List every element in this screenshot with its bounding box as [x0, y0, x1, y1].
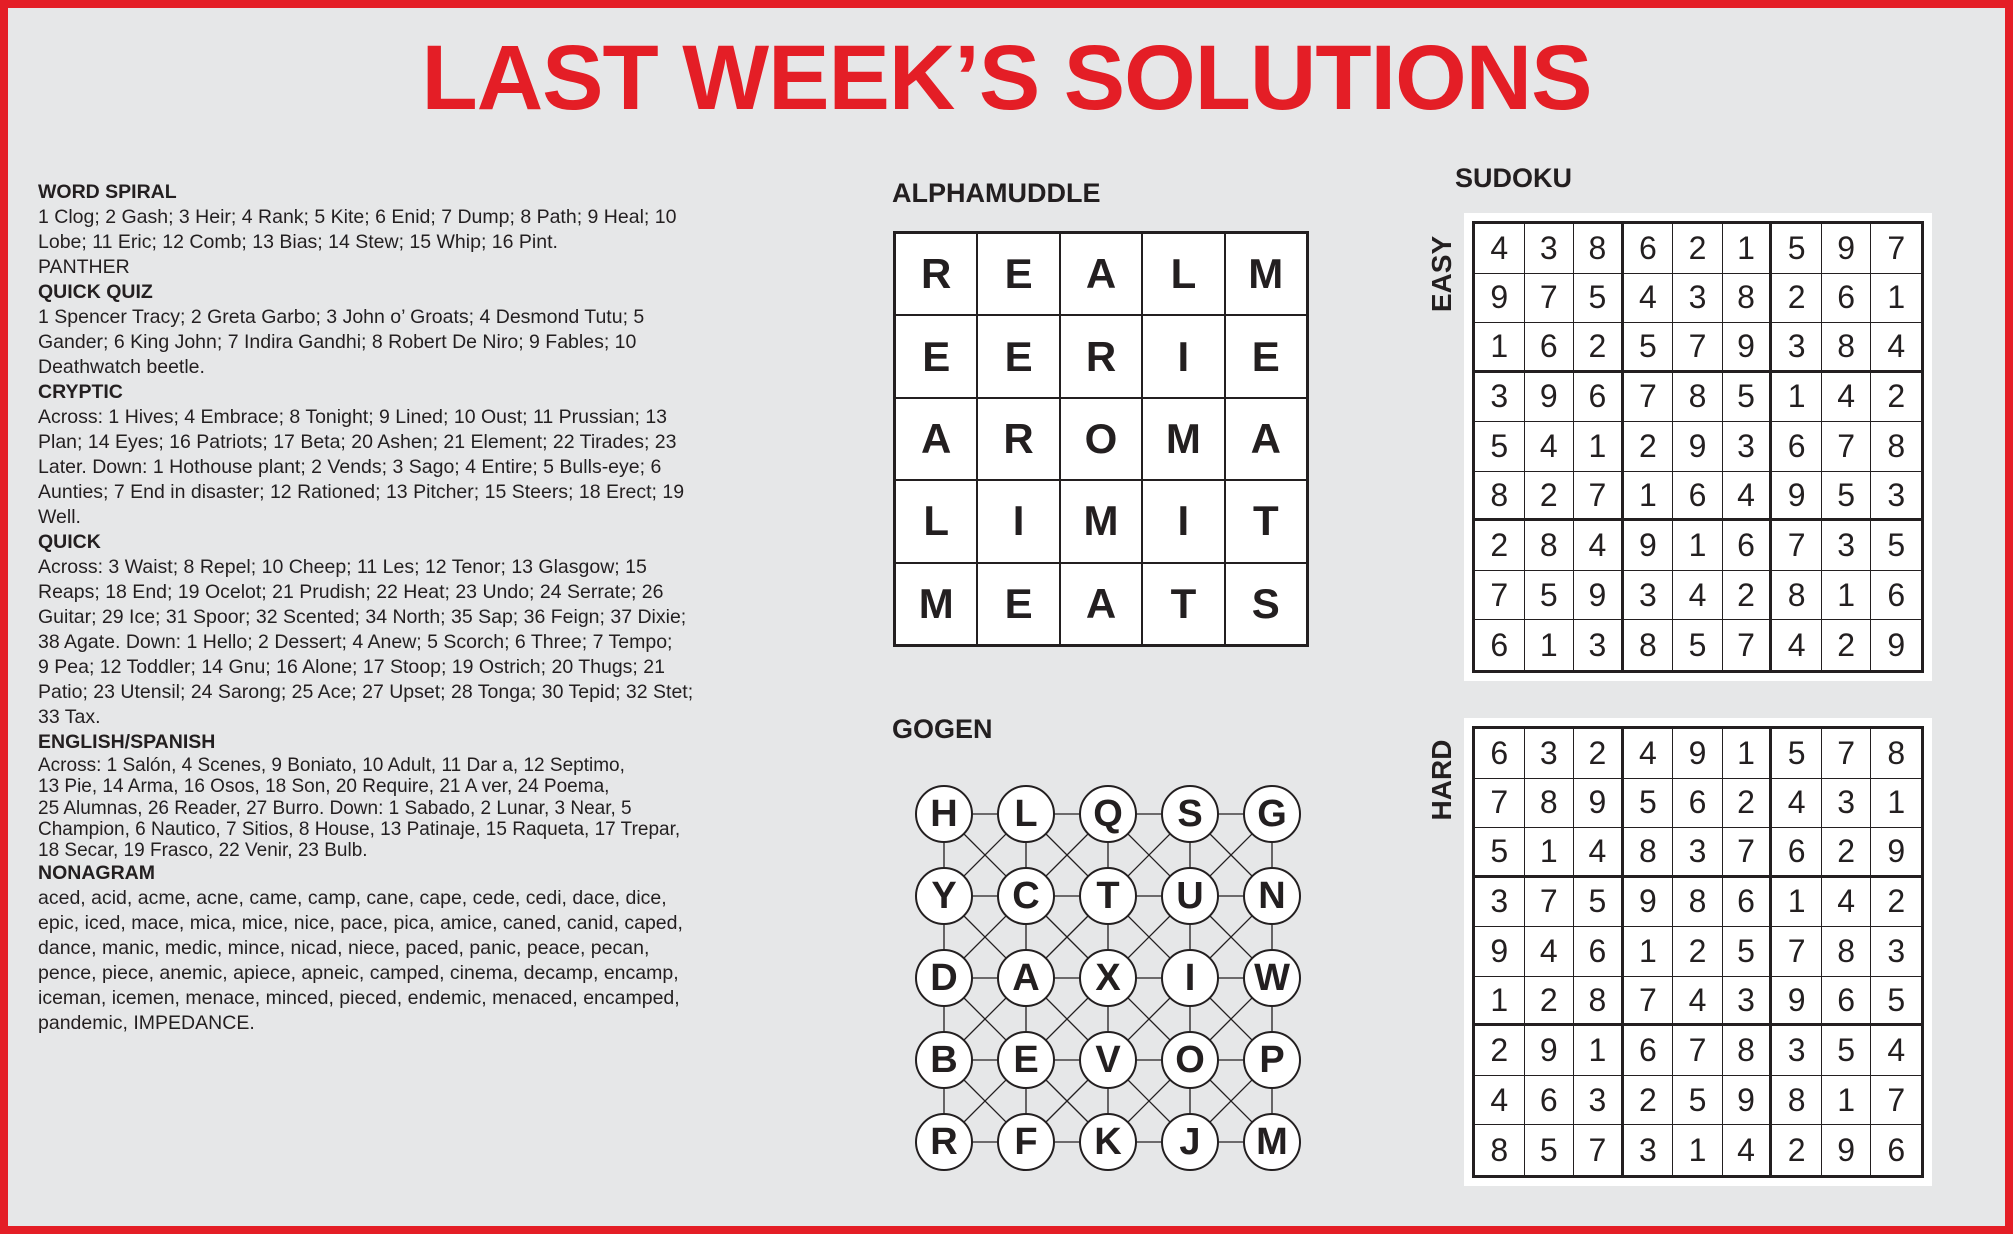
gogen-cell: X: [1079, 949, 1137, 1007]
sudoku-hard-cell: 3: [1475, 878, 1525, 928]
alphamuddle-cell: T: [1225, 480, 1307, 562]
sudoku-easy-cell: 6: [1723, 521, 1773, 571]
sudoku-easy-cell: 6: [1525, 323, 1575, 373]
sudoku-hard-cell: 6: [1772, 828, 1822, 878]
sudoku-easy-cell: 3: [1624, 571, 1674, 621]
section-title: NONAGRAM: [38, 862, 155, 885]
section-title: CRYPTIC: [38, 381, 123, 403]
sudoku-easy-cell: 4: [1475, 224, 1525, 274]
gogen-cell: H: [915, 785, 973, 843]
sudoku-easy-cell: 2: [1475, 521, 1525, 571]
sudoku-hard-cell: 3: [1525, 729, 1575, 779]
sudoku-easy-cell: 6: [1871, 571, 1921, 621]
sudoku-easy-cell: 3: [1871, 472, 1921, 522]
sudoku-easy-cell: 7: [1772, 521, 1822, 571]
sudoku-easy-cell: 3: [1772, 323, 1822, 373]
sudoku-easy-cell: 5: [1525, 571, 1575, 621]
alphamuddle-cell: M: [1225, 233, 1307, 315]
section-english-spanish: [38, 730, 808, 861]
section-text: 1 Clog; 2 Gash; 3 Heir; 4 Rank; 5 Kite; 6 Enid; 7 Dump; 8 Path; 9 Heal; 10 Lobe; 11 Eric; 12 Comb; 13 Bias; 14 Stew; 15 Whip; 16 Pint. PANTHER: [38, 206, 677, 278]
alphamuddle-cell: A: [1060, 233, 1142, 315]
sudoku-hard-cell: 5: [1871, 977, 1921, 1027]
sudoku-hard-cell: 9: [1624, 878, 1674, 928]
sudoku-hard-cell: 2: [1673, 927, 1723, 977]
sudoku-easy-cell: 7: [1822, 422, 1872, 472]
sudoku-hard-cell: 3: [1772, 1026, 1822, 1076]
sudoku-easy-cell: 2: [1772, 274, 1822, 324]
sudoku-hard-cell: 2: [1475, 1026, 1525, 1076]
sudoku-hard-cell: 3: [1673, 828, 1723, 878]
sudoku-hard-cell: 1: [1723, 729, 1773, 779]
sudoku-hard-cell: 3: [1822, 779, 1872, 829]
sudoku-easy-cell: 8: [1723, 274, 1773, 324]
sudoku-easy-cell: 3: [1673, 274, 1723, 324]
sudoku-easy-cell: 1: [1723, 224, 1773, 274]
sudoku-hard-cell: 8: [1822, 927, 1872, 977]
sudoku-easy-cell: 4: [1673, 571, 1723, 621]
gogen-cell: C: [997, 867, 1055, 925]
sudoku-hard-cell: 4: [1871, 1026, 1921, 1076]
sudoku-hard-cell: 2: [1574, 729, 1624, 779]
section-quick-quiz: [38, 280, 808, 380]
sudoku-easy-cell: 8: [1871, 422, 1921, 472]
sudoku-hard-cell: 7: [1723, 828, 1773, 878]
sudoku-easy-cell: 2: [1723, 571, 1773, 621]
sudoku-hard-panel: [1464, 718, 1932, 1186]
sudoku-easy-cell: 4: [1624, 274, 1674, 324]
gogen-grid: [888, 758, 1308, 1178]
sudoku-hard-cell: 2: [1525, 977, 1575, 1027]
sudoku-hard-cell: 8: [1574, 977, 1624, 1027]
alphamuddle-cell: E: [977, 563, 1059, 645]
gogen-cell: D: [915, 949, 973, 1007]
gogen-cell: U: [1161, 867, 1219, 925]
gogen-cell: Y: [915, 867, 973, 925]
sudoku-hard-cell: 1: [1574, 1026, 1624, 1076]
sudoku-easy-cell: 4: [1574, 521, 1624, 571]
sudoku-easy-cell: 4: [1723, 472, 1773, 522]
gogen-cell: I: [1161, 949, 1219, 1007]
sudoku-easy-cell: 9: [1673, 422, 1723, 472]
sudoku-easy-cell: 1: [1871, 274, 1921, 324]
sudoku-easy-cell: 4: [1822, 373, 1872, 423]
sudoku-hard-cell: 1: [1624, 927, 1674, 977]
alphamuddle-cell: E: [977, 315, 1059, 397]
gogen-cell: L: [997, 785, 1055, 843]
solutions-text-column: [38, 180, 808, 1036]
alphamuddle-cell: M: [1142, 398, 1224, 480]
alphamuddle-cell: A: [1060, 563, 1142, 645]
sudoku-easy-cell: 5: [1723, 373, 1773, 423]
sudoku-easy-grid: [1472, 221, 1924, 673]
sudoku-easy-cell: 7: [1723, 620, 1773, 670]
sudoku-hard-cell: 5: [1822, 1026, 1872, 1076]
section-text: Across: 3 Waist; 8 Repel; 10 Cheep; 11 Les; 12 Tenor; 13 Glasgow; 15 Reaps; 18 End; 19 Ocelot; 21 Prudish; 22 Heat; 23 Undo; 24 Serrate; 26 Guitar; 29 Ice; 31 Spoor; 32 Scented; 34 North; 35 Sap; 36 Feign; 37 Dixie; 38 Agate. Down: 1 Hello; 2 Dessert; 4 Anew; 5 Scorch; 6 Three; 7 Tempo; 9 Pea; 12 Toddler; 14 Gnu; 16 Alone; 17 Stoop; 19 Ostrich; 20 Thugs; 21 Patio; 23 Utensil; 24 Sarong; 25 Ace; 27 Upset; 28 Tonga; 30 Tepid; 32 Stet; 33 Tax.: [38, 556, 694, 728]
sudoku-easy-panel: [1464, 213, 1932, 681]
sudoku-easy-cell: 5: [1624, 323, 1674, 373]
sudoku-easy-cell: 5: [1772, 224, 1822, 274]
sudoku-easy-cell: 9: [1723, 323, 1773, 373]
sudoku-easy-cell: 7: [1871, 224, 1921, 274]
sudoku-easy-cell: 9: [1475, 274, 1525, 324]
gogen-cell: Q: [1079, 785, 1137, 843]
sudoku-hard-cell: 3: [1624, 1125, 1674, 1175]
sudoku-hard-cell: 8: [1723, 1026, 1773, 1076]
alphamuddle-cell: O: [1060, 398, 1142, 480]
sudoku-hard-cell: 6: [1475, 729, 1525, 779]
sudoku-hard-cell: 7: [1624, 977, 1674, 1027]
sudoku-easy-cell: 1: [1772, 373, 1822, 423]
sudoku-hard-cell: 5: [1624, 779, 1674, 829]
sudoku-easy-cell: 2: [1871, 373, 1921, 423]
sudoku-easy-cell: 6: [1475, 620, 1525, 670]
section-text: 1 Spencer Tracy; 2 Greta Garbo; 3 John o’ Groats; 4 Desmond Tutu; 5 Gander; 6 King John; 7 Indira Gandhi; 8 Robert De Niro; 9 Fables; 10 Deathwatch beetle.: [38, 306, 645, 378]
sudoku-easy-cell: 1: [1822, 571, 1872, 621]
sudoku-easy-cell: 1: [1574, 422, 1624, 472]
section-text: Across: 1 Salón, 4 Scenes, 9 Boniato, 10 Adult, 11 Dar a, 12 Septimo, 13 Pie, 14 Arma, 16 Osos, 18 Son, 20 Require, 21 A ver, 24 Poema, 25 Alumnas, 26 Reader, 27 Burro. Down: 1 Sabado, 2 Lunar, 3 Near, 5 Champion, 6 Nautico, 7 Sitios, 8 House, 13 Patinaje, 15 Raqueta, 17 Trepar, 18 Secar, 19 Frasco, 22 Venir, 23 Bulb.: [38, 755, 681, 862]
sudoku-hard-cell: 7: [1673, 1026, 1723, 1076]
sudoku-easy-cell: 9: [1772, 472, 1822, 522]
sudoku-easy-cell: 9: [1574, 571, 1624, 621]
section-title: WORD SPIRAL: [38, 181, 177, 203]
sudoku-easy-cell: 8: [1822, 323, 1872, 373]
sudoku-hard-cell: 8: [1871, 729, 1921, 779]
sudoku-hard-cell: 1: [1822, 1076, 1872, 1126]
sudoku-hard-cell: 1: [1673, 1125, 1723, 1175]
gogen-cell: P: [1243, 1031, 1301, 1089]
gogen-cell: M: [1243, 1113, 1301, 1171]
sudoku-easy-cell: 5: [1822, 472, 1872, 522]
sudoku-hard-cell: 9: [1475, 927, 1525, 977]
sudoku-hard-cell: 1: [1871, 779, 1921, 829]
sudoku-easy-cell: 6: [1772, 422, 1822, 472]
sudoku-easy-cell: 6: [1822, 274, 1872, 324]
sudoku-easy-cell: 7: [1475, 571, 1525, 621]
alphamuddle-cell: I: [1142, 480, 1224, 562]
sudoku-easy-cell: 7: [1624, 373, 1674, 423]
alphamuddle-cell: T: [1142, 563, 1224, 645]
sudoku-hard-cell: 3: [1723, 977, 1773, 1027]
sudoku-hard-cell: 6: [1673, 779, 1723, 829]
sudoku-hard-cell: 9: [1772, 977, 1822, 1027]
sudoku-easy-cell: 1: [1624, 472, 1674, 522]
sudoku-hard-cell: 9: [1723, 1076, 1773, 1126]
sudoku-hard-grid: [1472, 726, 1924, 1178]
sudoku-hard-cell: 2: [1624, 1076, 1674, 1126]
sudoku-hard-cell: 6: [1887, 1131, 1906, 1168]
sudoku-easy-cell: 8: [1624, 620, 1674, 670]
sudoku-hard-cell: 4: [1723, 1125, 1773, 1175]
sudoku-hard-cell: 4: [1525, 927, 1575, 977]
alphamuddle-cell: E: [1225, 315, 1307, 397]
section-quick: [38, 530, 808, 730]
sudoku-hard-cell: 5: [1525, 1125, 1575, 1175]
alphamuddle-heading: ALPHAMUDDLE: [892, 178, 1101, 208]
sudoku-easy-cell: 6: [1574, 373, 1624, 423]
section-cryptic: [38, 380, 808, 530]
sudoku-hard-cell: 7: [1822, 729, 1872, 779]
sudoku-hard-cell: 1: [1525, 828, 1575, 878]
sudoku-easy-cell: 1: [1525, 620, 1575, 670]
sudoku-easy-cell: 2: [1525, 472, 1575, 522]
sudoku-easy-cell: 8: [1525, 521, 1575, 571]
sudoku-hard-cell: 2: [1772, 1125, 1822, 1175]
alphamuddle-cell: S: [1225, 563, 1307, 645]
sudoku-easy-cell: 7: [1673, 323, 1723, 373]
sudoku-easy-cell: 5: [1871, 521, 1921, 571]
gogen-cell: O: [1161, 1031, 1219, 1089]
sudoku-hard-cell: 7: [1871, 1076, 1921, 1126]
sudoku-easy-cell: 3: [1574, 620, 1624, 670]
alphamuddle-grid: [893, 231, 1309, 647]
alphamuddle-cell: R: [977, 398, 1059, 480]
sudoku-easy-cell: 5: [1475, 422, 1525, 472]
gogen-cell: E: [997, 1031, 1055, 1089]
section-nonagram: [38, 861, 808, 1036]
sudoku-hard-cell: 8: [1525, 779, 1575, 829]
sudoku-easy-cell: 8: [1673, 373, 1723, 423]
sudoku-hard-cell: 2: [1822, 828, 1872, 878]
sudoku-hard-cell: 8: [1624, 828, 1674, 878]
section-text: Across: 1 Hives; 4 Embrace; 8 Tonight; 9 Lined; 10 Oust; 11 Prussian; 13 Plan; 14 Eyes; 16 Patriots; 17 Beta; 20 Ashen; 21 Element; 22 Tirades; 23 Later. Down: 1 Hothouse plant; 2 Vends; 3 Sago; 4 Entire; 5 Bulls-eye; 6 Aunties; 7 End in disaster; 12 Rationed; 13 Pitcher; 15 Steers; 18 Erect; 19 Well.: [38, 406, 685, 528]
sudoku-hard-cell: 4: [1574, 828, 1624, 878]
sudoku-easy-cell: 9: [1822, 224, 1872, 274]
gogen-cell: N: [1243, 867, 1301, 925]
gogen-cell: F: [997, 1113, 1055, 1171]
section-title: QUICK: [38, 531, 101, 553]
sudoku-hard-cell: 9: [1525, 1026, 1575, 1076]
sudoku-hard-cell: 7: [1772, 927, 1822, 977]
sudoku-hard-cell: 6: [1574, 927, 1624, 977]
gogen-cell: V: [1079, 1031, 1137, 1089]
sudoku-easy-cell: 2: [1574, 323, 1624, 373]
alphamuddle-cell: E: [895, 315, 977, 397]
sudoku-easy-cell: 5: [1574, 274, 1624, 324]
sudoku-hard-cell: 8: [1673, 878, 1723, 928]
sudoku-easy-cell: 8: [1772, 571, 1822, 621]
section-word-spiral: [38, 180, 808, 280]
alphamuddle-cell: L: [1142, 233, 1224, 315]
alphamuddle-cell: R: [1060, 315, 1142, 397]
gogen-cell: S: [1161, 785, 1219, 843]
gogen-cell: T: [1079, 867, 1137, 925]
sudoku-hard-cell: 6: [1525, 1076, 1575, 1126]
sudoku-hard-cell: 8: [1772, 1076, 1822, 1126]
sudoku-hard-cell: 3: [1871, 927, 1921, 977]
gogen-cell: J: [1161, 1113, 1219, 1171]
sudoku-hard-cell: 9: [1574, 779, 1624, 829]
sudoku-hard-cell: 4: [1772, 779, 1822, 829]
alphamuddle-cell: M: [1060, 480, 1142, 562]
sudoku-easy-cell: 2: [1624, 422, 1674, 472]
sudoku-hard-cell: 6: [1723, 878, 1773, 928]
sudoku-easy-cell: 9: [1624, 521, 1674, 571]
sudoku-hard-cell: 5: [1723, 927, 1773, 977]
sudoku-hard-cell: 6: [1822, 977, 1872, 1027]
sudoku-hard-cell: 4: [1624, 729, 1674, 779]
section-text: aced, acid, acme, acne, came, camp, cane, cape, cede, cedi, dace, dice, epic, iced, mace, mica, mice, nice, pace, pica, amice, caned, canid, caped, dance, manic, medic, mince, nicad, niece, paced, panic, peace, pecan, pence, piece, anemic, apiece, apneic, camped, cinema, decamp, encamp, iceman, icemen, menace, minced, pieced, endemic, menaced, encamped, pandemic, IMPEDANCE.: [38, 887, 683, 1035]
sudoku-hard-cell: 7: [1525, 878, 1575, 928]
sudoku-hard-cell: 2: [1723, 779, 1773, 829]
sudoku-easy-label: EASY: [1426, 235, 1457, 313]
sudoku-easy-cell: 4: [1525, 422, 1575, 472]
gogen-cell: G: [1243, 785, 1301, 843]
sudoku-easy-cell: 7: [1525, 274, 1575, 324]
sudoku-heading: SUDOKU: [1455, 163, 1573, 193]
sudoku-easy-cell: 8: [1574, 224, 1624, 274]
gogen-heading: GOGEN: [892, 714, 993, 744]
sudoku-hard-cell: 2: [1871, 878, 1921, 928]
sudoku-easy-cell: 9: [1525, 373, 1575, 423]
alphamuddle-cell: I: [977, 480, 1059, 562]
alphamuddle-cell: A: [1225, 398, 1307, 480]
sudoku-hard-cell: 3: [1574, 1076, 1624, 1126]
gogen-cell: R: [915, 1113, 973, 1171]
sudoku-hard-cell: 5: [1772, 729, 1822, 779]
alphamuddle-cell: E: [977, 233, 1059, 315]
sudoku-easy-cell: 4: [1772, 620, 1822, 670]
sudoku-hard-cell: 9: [1673, 729, 1723, 779]
sudoku-easy-cell: 3: [1525, 224, 1575, 274]
sudoku-easy-cell: 6: [1624, 224, 1674, 274]
sudoku-easy-cell: 1: [1475, 323, 1525, 373]
sudoku-easy-cell: 2: [1673, 224, 1723, 274]
sudoku-easy-cell: 1: [1673, 521, 1723, 571]
sudoku-hard-cell: 6: [1624, 1026, 1674, 1076]
sudoku-hard-cell: 7: [1475, 779, 1525, 829]
sudoku-easy-cell: 5: [1673, 620, 1723, 670]
sudoku-easy-cell: 6: [1673, 472, 1723, 522]
sudoku-hard-cell: 1: [1772, 878, 1822, 928]
sudoku-hard-cell: 5: [1574, 878, 1624, 928]
sudoku-hard-cell: 4: [1822, 878, 1872, 928]
gogen-cell: K: [1079, 1113, 1137, 1171]
alphamuddle-cell: R: [895, 233, 977, 315]
sudoku-hard-cell: 5: [1673, 1076, 1723, 1126]
sudoku-hard-label: HARD: [1426, 739, 1457, 821]
sudoku-easy-cell: 3: [1475, 373, 1525, 423]
sudoku-hard-cell: 9: [1822, 1125, 1872, 1175]
sudoku-hard-cell: 7: [1574, 1125, 1624, 1175]
alphamuddle-cell: I: [1142, 315, 1224, 397]
sudoku-hard-cell: 4: [1673, 977, 1723, 1027]
sudoku-easy-cell: 4: [1871, 323, 1921, 373]
alphamuddle-cell: M: [895, 563, 977, 645]
gogen-cell: A: [997, 949, 1055, 1007]
sudoku-hard-cell: 4: [1475, 1076, 1525, 1126]
page-title: LAST WEEK’S SOLUTIONS: [421, 27, 1592, 129]
sudoku-hard-cell: 1: [1475, 977, 1525, 1027]
section-title: QUICK QUIZ: [38, 281, 153, 303]
gogen-cell: B: [915, 1031, 973, 1089]
sudoku-easy-cell: 2: [1822, 620, 1872, 670]
sudoku-hard-cell: 8: [1475, 1125, 1525, 1175]
sudoku-hard-cell: 5: [1475, 828, 1525, 878]
sudoku-easy-cell: 3: [1822, 521, 1872, 571]
sudoku-easy-cell: 8: [1475, 472, 1525, 522]
sudoku-easy-cell: 9: [1887, 626, 1906, 663]
section-title: ENGLISH/SPANISH: [38, 731, 216, 753]
sudoku-hard-cell: 9: [1871, 828, 1921, 878]
gogen-cell: W: [1243, 949, 1301, 1007]
alphamuddle-cell: A: [895, 398, 977, 480]
sudoku-easy-cell: 3: [1723, 422, 1773, 472]
sudoku-easy-cell: 7: [1574, 472, 1624, 522]
alphamuddle-cell: L: [895, 480, 977, 562]
